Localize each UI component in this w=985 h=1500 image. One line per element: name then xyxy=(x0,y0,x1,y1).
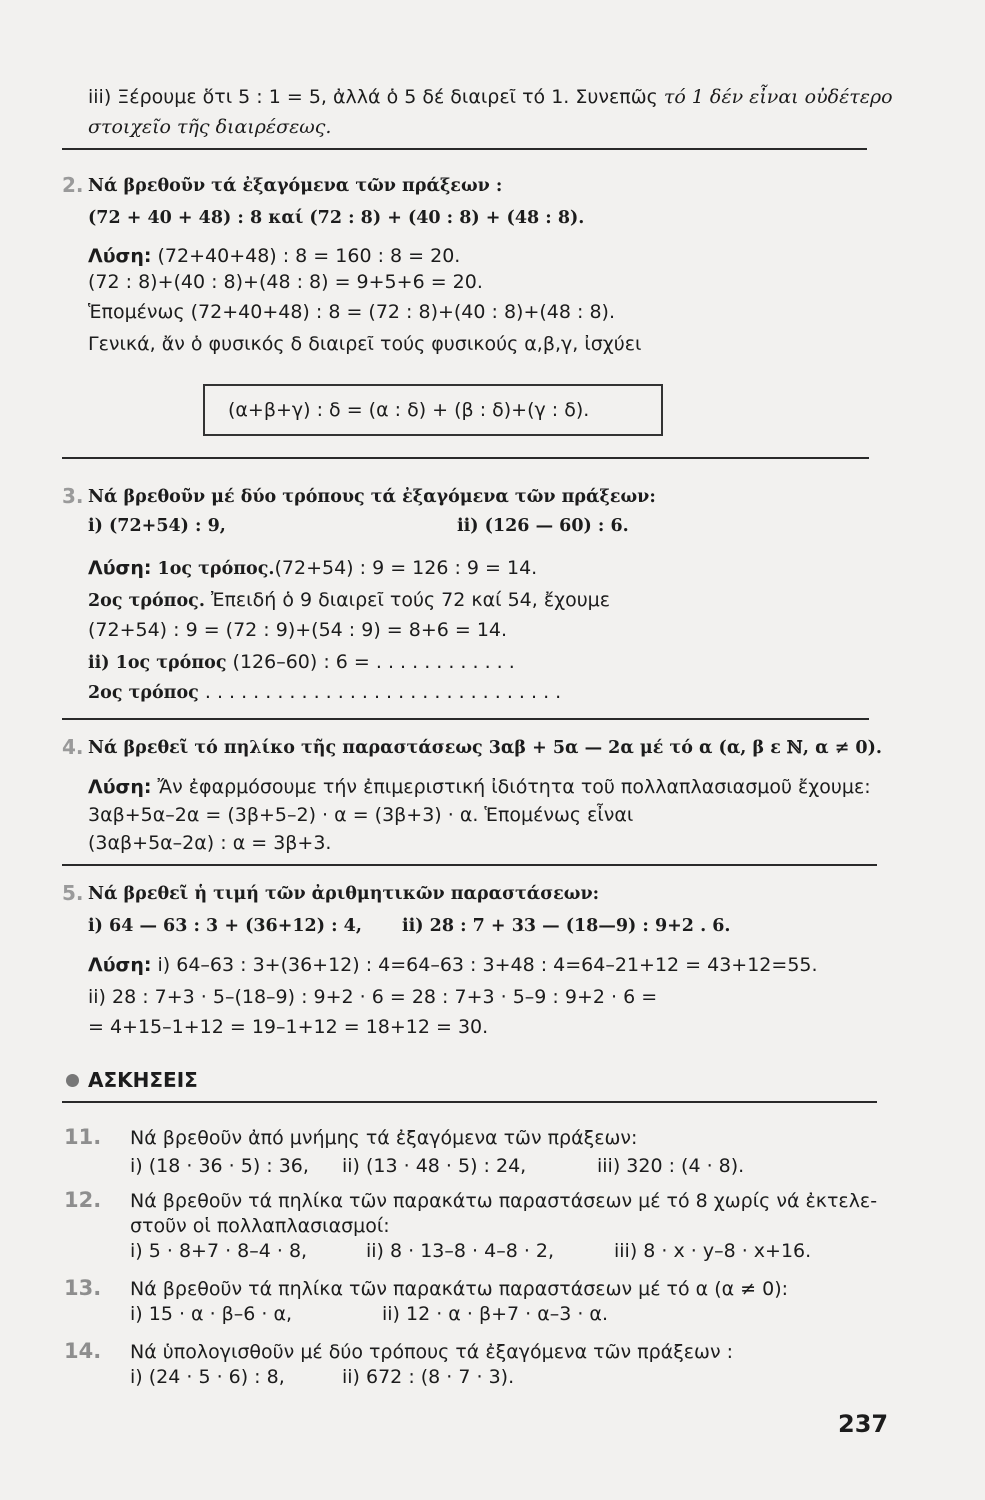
problem-3-part-i: i) (72+54) : 9, xyxy=(88,516,226,536)
exercise-11-number: 11. xyxy=(64,1125,102,1149)
problem-4-solution-3: (3αβ+5α–2α) : α = 3β+3. xyxy=(88,832,332,854)
exercise-13-number: 13. xyxy=(64,1276,102,1300)
solution-text: i) 64–63 : 3+(36+12) : 4=64–63 : 3+48 : 4=64–21+12 = 43+12=55. xyxy=(151,954,818,976)
problem-5-part-ii: ii) 28 : 7 + 33 — (18—9) : 9+2 . 6. xyxy=(402,916,731,936)
problem-2-solution-1 xyxy=(88,244,460,268)
divider xyxy=(62,457,869,459)
exercise-12-part-iii: iii) 8 · x · y–8 · x+16. xyxy=(614,1240,812,1262)
method-label: 2ος τρόπος xyxy=(88,683,199,703)
divider xyxy=(62,718,869,720)
exercise-14-part-ii: ii) 672 : (8 · 7 · 3). xyxy=(342,1366,515,1388)
problem-4-solution-1 xyxy=(88,775,871,799)
solution-text: (72+54) : 9 = 126 : 9 = 14. xyxy=(274,557,538,579)
page-number: 237 xyxy=(838,1410,889,1438)
exercise-14-part-i: i) (24 · 5 · 6) : 8, xyxy=(130,1366,285,1388)
problem-5-solution-1 xyxy=(88,953,818,977)
solution-label: Λύση: xyxy=(88,557,152,579)
bullet-icon xyxy=(66,1074,79,1087)
problem-2-solution-4: Γενικά, ἄν ὁ φυσικός δ διαιρεῖ τούς φυσικούς α,β,γ, ἰσχύει xyxy=(88,333,642,355)
blank-line: . . . . . . . . . . . . . . . . . . . . . . . . . . . . . . xyxy=(198,681,562,703)
exercise-12-text-2: στοῦν οἱ πολλαπλασιασμοί: xyxy=(130,1215,390,1237)
problem-3-solution-2 xyxy=(88,588,610,613)
method-label: 1ος τρόπος. xyxy=(151,559,275,579)
method-label: ii) 1ος τρόπος xyxy=(88,653,227,673)
intro-line-1 xyxy=(88,85,893,109)
problem-2-solution-3: Ἑπομένως (72+40+48) : 8 = (72 : 8)+(40 : 8)+(48 : 8). xyxy=(88,301,615,323)
exercise-13-part-i: i) 15 · α · β–6 · α, xyxy=(130,1303,293,1325)
problem-2-expression: (72 + 40 + 48) : 8 καί (72 : 8) + (40 : 8) + (48 : 8). xyxy=(88,208,585,228)
intro-text: iii) Ξέρουμε ὅτι 5 : 1 = 5, ἀλλά ὁ 5 δέ διαιρεῖ τό 1. Συνεπῶς xyxy=(88,86,664,108)
solution-text: (72+40+48) : 8 = 160 : 8 = 20. xyxy=(151,245,461,267)
problem-2-number: 2. xyxy=(62,173,84,197)
exercise-11-part-ii: ii) (13 · 48 · 5) : 24, xyxy=(342,1155,527,1177)
solution-label: Λύση: xyxy=(88,245,152,267)
method-label: 2ος τρόπος. xyxy=(88,591,205,611)
problem-4-number: 4. xyxy=(62,735,84,759)
exercises-title: ΑΣΚΗΣΕΙΣ xyxy=(88,1068,198,1092)
solution-text: Ἐπειδή ὁ 9 διαιρεῖ τούς 72 καί 54, ἔχουμε xyxy=(204,589,611,611)
divider xyxy=(62,864,877,866)
problem-5-solution-3: = 4+15–1+12 = 19–1+12 = 18+12 = 30. xyxy=(88,1016,489,1038)
problem-3-solution-3: (72+54) : 9 = (72 : 9)+(54 : 9) = 8+6 = 14. xyxy=(88,619,508,641)
problem-5-solution-2: ii) 28 : 7+3 · 5–(18–9) : 9+2 · 6 = 28 : 7+3 · 5–9 : 9+2 · 6 = xyxy=(88,986,658,1008)
blank-line: (126–60) : 6 = . . . . . . . . . . . . xyxy=(226,651,515,673)
problem-5-part-i: i) 64 — 63 : 3 + (36+12) : 4, xyxy=(88,916,362,936)
problem-3-part-ii: ii) (126 — 60) : 6. xyxy=(457,516,629,536)
problem-5-number: 5. xyxy=(62,881,84,905)
exercise-11-part-iii: iii) 320 : (4 · 8). xyxy=(597,1155,745,1177)
exercise-12-number: 12. xyxy=(64,1188,102,1212)
problem-2-solution-2: (72 : 8)+(40 : 8)+(48 : 8) = 9+5+6 = 20. xyxy=(88,271,483,293)
exercise-11-part-i: i) (18 · 36 · 5) : 36, xyxy=(130,1155,309,1177)
divider xyxy=(62,148,867,150)
boxed-formula: (α+β+γ) : δ = (α : δ) + (β : δ)+(γ : δ). xyxy=(228,399,590,421)
problem-5-heading: Νά βρεθεῖ ἡ τιμή τῶν ἀριθμητικῶν παραστάσεων: xyxy=(88,884,600,904)
exercise-12-text: Νά βρεθοῦν τά πηλίκα τῶν παρακάτω παραστάσεων μέ τό 8 χωρίς νά ἐκτελε- xyxy=(130,1190,878,1212)
problem-4-heading: Νά βρεθεῖ τό πηλίκο τῆς παραστάσεως 3αβ + 5α — 2α μέ τό α (α, β ε ℕ, α ≠ 0). xyxy=(88,738,882,758)
solution-label: Λύση: xyxy=(88,776,152,798)
intro-italic-text: τό 1 δέν εἶναι οὐδέτερο xyxy=(663,86,893,108)
intro-line-2: στοιχεῖο τῆς διαιρέσεως. xyxy=(88,116,332,138)
exercise-11-text: Νά βρεθοῦν ἀπό μνήμης τά ἐξαγόμενα τῶν πράξεων: xyxy=(130,1127,638,1149)
exercise-14-text: Νά ὑπολογισθοῦν μέ δύο τρόπους τά ἐξαγόμενα τῶν πράξεων : xyxy=(130,1341,734,1363)
problem-3-ii-way-1 xyxy=(88,650,515,675)
solution-text: Ἄν ἐφαρμόσουμε τήν ἐπιμεριστική ἰδιότητα τοῦ πολλαπλασιασμοῦ ἔχουμε: xyxy=(151,776,871,798)
problem-3-heading: Νά βρεθοῦν μέ δύο τρόπους τά ἐξαγόμενα τῶν πράξεων: xyxy=(88,487,656,507)
exercise-12-part-ii: ii) 8 · 13–8 · 4–8 · 2, xyxy=(366,1240,555,1262)
problem-3-solution-1 xyxy=(88,556,537,581)
problem-4-solution-2: 3αβ+5α–2α = (3β+5–2) · α = (3β+3) · α. Ἑπομένως εἶναι xyxy=(88,804,634,826)
divider xyxy=(62,1101,877,1103)
exercise-13-text: Νά βρεθοῦν τά πηλίκα τῶν παρακάτω παραστάσεων μέ τό α (α ≠ 0): xyxy=(130,1278,789,1300)
problem-3-ii-way-2 xyxy=(88,680,561,705)
exercise-13-part-ii: ii) 12 · α · β+7 · α–3 · α. xyxy=(382,1303,608,1325)
problem-2-heading: Νά βρεθοῦν τά ἐξαγόμενα τῶν πράξεων : xyxy=(88,176,503,196)
problem-3-number: 3. xyxy=(62,484,84,508)
exercise-14-number: 14. xyxy=(64,1339,102,1363)
solution-label: Λύση: xyxy=(88,954,152,976)
exercise-12-part-i: i) 5 · 8+7 · 8–4 · 8, xyxy=(130,1240,308,1262)
